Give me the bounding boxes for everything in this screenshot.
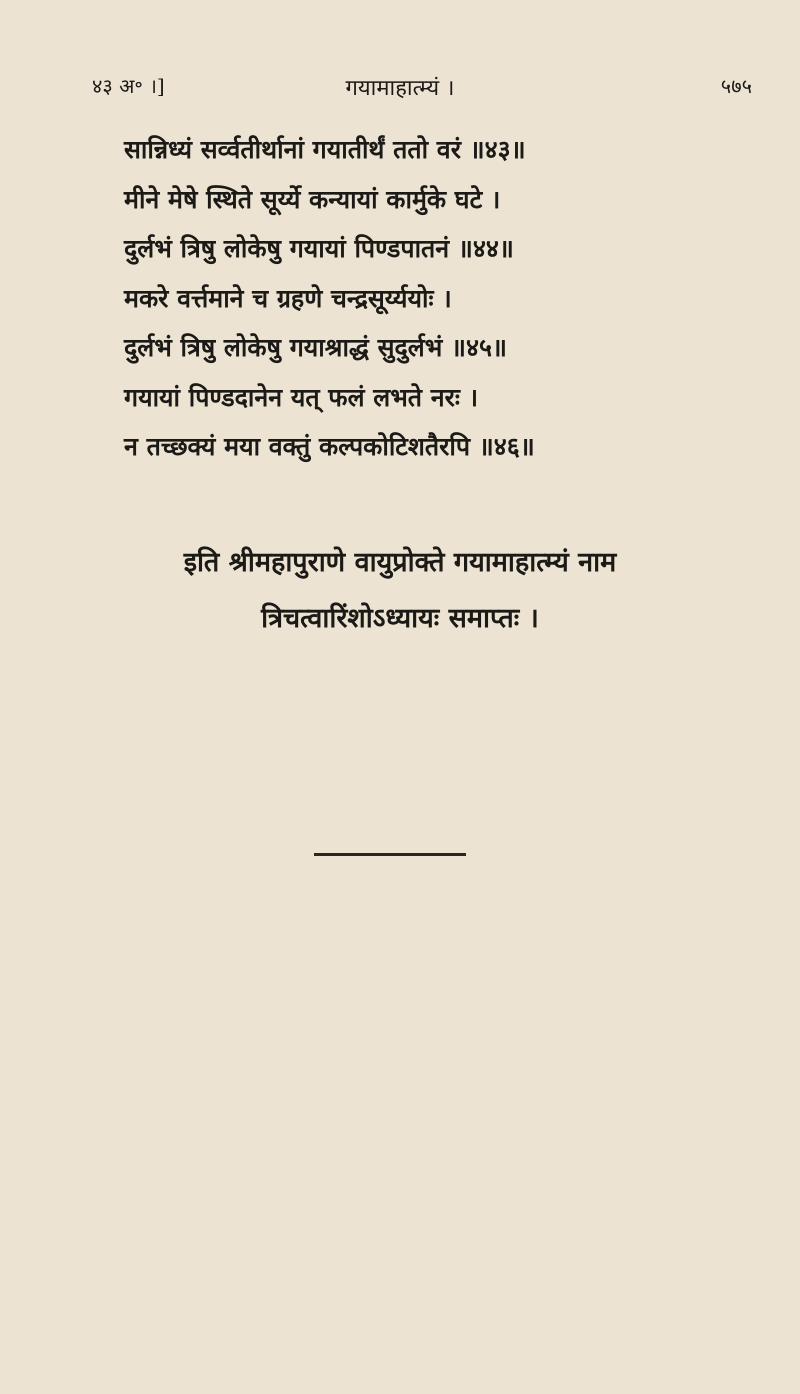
verse-line: मकरे वर्त्तमाने च ग्रहणे चन्द्रसूर्य्ययोः । [124, 283, 452, 313]
colophon-line: त्रिचत्वारिंशोऽध्यायः समाप्तः । [261, 603, 539, 634]
verse-line: मीने मेषे स्थिते सूर्य्ये कन्यायां कार्मुके घटे । [124, 184, 501, 214]
header-title: गयामाहात्म्यं । [345, 76, 455, 101]
header-chapter-ref: ४३ अ॰ ।] [92, 74, 165, 98]
chapter-colophon [0, 535, 800, 647]
verse-line: गयायां पिण्डदानेन यत् फलं लभते नरः । [124, 382, 479, 412]
verse-line: दुर्लभं त्रिषु लोकेषु गयायां पिण्डपातनं ॥४४॥ [124, 234, 514, 263]
verse-line: न तच्छक्यं मया वक्तुं कल्पकोटिशतैरपि ॥४६॥ [124, 432, 535, 461]
page-number: ५७५ [720, 74, 752, 98]
verse-line: दुर्लभं त्रिषु लोकेषु गयाश्राद्धं सुदुर्लभं ॥४५॥ [124, 333, 507, 362]
verse-block [124, 125, 724, 472]
end-rule [314, 853, 466, 856]
verse-line: सान्निध्यं सर्व्वतीर्थानां गयातीर्थं ततो वरं ॥४३॥ [124, 135, 526, 164]
running-header [0, 64, 800, 104]
colophon-line: इति श्रीमहापुराणे वायुप्रोक्ते गयामाहात्म्यं नाम [183, 547, 617, 578]
